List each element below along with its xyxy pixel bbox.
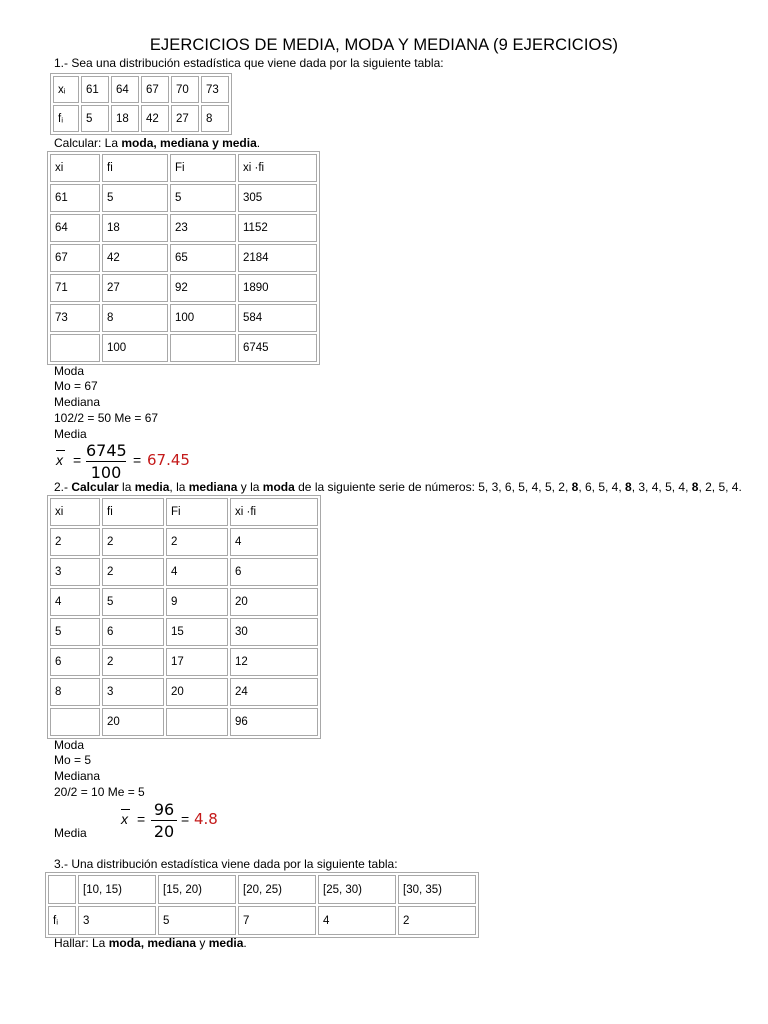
table-cell: 96 — [230, 708, 318, 736]
column-header: [10, 15) — [78, 875, 156, 904]
ex2-media-label: Media — [54, 826, 87, 840]
table-cell: 20 — [102, 708, 164, 736]
table-cell: 64 — [50, 214, 100, 242]
table-cell — [50, 334, 100, 362]
table-cell: 64 — [111, 76, 139, 103]
column-header: fi — [102, 498, 164, 526]
column-header: Fi — [166, 498, 228, 526]
ex2-intro — [54, 480, 742, 495]
ex1-note: Mediana — [54, 395, 101, 409]
text: , la — [169, 480, 189, 494]
table-cell: 71 — [50, 274, 100, 302]
table-cell: 4 — [230, 528, 318, 556]
table-row — [50, 244, 317, 272]
table-cell: 3 — [102, 678, 164, 706]
table-cell: 18 — [111, 105, 139, 132]
numerator: 96 — [153, 800, 175, 819]
ex2-note: 20/2 = 10 Me = 5 — [54, 785, 145, 799]
ex1-note: Mo = 67 — [54, 379, 98, 393]
table-cell: 5 — [158, 906, 236, 935]
ex1-note: Media — [54, 427, 87, 441]
bold-text: 8 — [571, 480, 579, 494]
mean-symbol — [121, 811, 128, 827]
table-cell: 100 — [170, 304, 236, 332]
table-cell: 67 — [50, 244, 100, 272]
table-cell: 4 — [318, 906, 396, 935]
result-value: 4.8 — [194, 810, 218, 828]
table-cell — [170, 334, 236, 362]
ex1-calc — [54, 136, 260, 151]
variable: x — [56, 452, 63, 468]
table-cell: 6 — [230, 558, 318, 586]
table-row — [50, 558, 318, 586]
table-cell: 12 — [230, 648, 318, 676]
table-cell: 7 — [238, 906, 316, 935]
ex2-frequency-table — [47, 495, 321, 739]
column-header: xi — [50, 154, 100, 182]
table-cell: 67 — [141, 76, 169, 103]
bold-text: media — [208, 936, 244, 950]
table-row — [50, 588, 318, 616]
column-header: fi — [102, 154, 168, 182]
table-row — [50, 274, 317, 302]
equals-sign: = — [181, 811, 190, 827]
table-row — [50, 214, 317, 242]
table-cell: 27 — [102, 274, 168, 302]
ex1-note: Moda — [54, 364, 85, 378]
table-cell: 42 — [102, 244, 168, 272]
table-cell: 2 — [166, 528, 228, 556]
page-title: EJERCICIOS DE MEDIA, MODA Y MEDIANA (9 EJERCICIOS) — [149, 36, 619, 54]
text: , 3, 4, 5, 4, — [631, 480, 692, 494]
table-cell: 73 — [201, 76, 229, 103]
table-cell: 9 — [166, 588, 228, 616]
table-cell: 20 — [166, 678, 228, 706]
ex1-note: 102/2 = 50 Me = 67 — [54, 411, 159, 425]
table-cell: 30 — [230, 618, 318, 646]
table-cell: 2 — [50, 528, 100, 556]
bold-text: moda, mediana y media — [121, 136, 257, 150]
equals-sign: = — [73, 452, 82, 468]
text: 2.- — [54, 480, 72, 494]
table-cell: 2 — [102, 648, 164, 676]
table-row — [50, 618, 318, 646]
bold-text: 8 — [625, 480, 632, 494]
text: , 2, 5, 4. — [698, 480, 742, 494]
denominator: 20 — [153, 822, 175, 841]
text: la — [118, 480, 135, 494]
text: , 6, 5, 4, — [578, 480, 626, 494]
table-cell: 2184 — [238, 244, 317, 272]
table-row — [50, 708, 318, 736]
table-cell — [50, 708, 100, 736]
table-cell: 15 — [166, 618, 228, 646]
table-cell: 73 — [50, 304, 100, 332]
mean-symbol — [56, 452, 63, 468]
ex3-interval-table — [45, 872, 479, 938]
bold-text: moda, mediana — [108, 936, 197, 950]
result-value: 67.45 — [147, 451, 190, 469]
table-cell: 584 — [238, 304, 317, 332]
table-cell: 27 — [171, 105, 199, 132]
table-row — [53, 76, 229, 103]
column-header: Fi — [170, 154, 236, 182]
table-row — [50, 498, 318, 526]
table-cell: 5 — [102, 184, 168, 212]
table-row — [50, 678, 318, 706]
table-cell: 1890 — [238, 274, 317, 302]
table-row — [50, 334, 317, 362]
text: . — [256, 136, 261, 150]
row-label: xᵢ — [53, 76, 79, 103]
column-header: [30, 35) — [398, 875, 476, 904]
table-cell: 8 — [201, 105, 229, 132]
equals-sign: = — [133, 452, 142, 468]
table-cell: 61 — [50, 184, 100, 212]
fraction — [86, 441, 126, 482]
bold-text: mediana — [188, 480, 238, 494]
table-cell: 8 — [50, 678, 100, 706]
column-header: xi — [50, 498, 100, 526]
ex3-hallar — [54, 936, 247, 951]
column-header: xi ·fi — [238, 154, 317, 182]
text: de la siguiente serie de números: 5, 3, 6, 5, 4, 5, 2, — [294, 480, 572, 494]
ex1-frequency-table — [47, 151, 320, 365]
table-row — [48, 906, 476, 935]
table-cell: 6 — [102, 618, 164, 646]
ex2-note: Mo = 5 — [54, 753, 92, 767]
table-cell: 65 — [170, 244, 236, 272]
variable: x — [121, 811, 128, 827]
column-header: [15, 20) — [158, 875, 236, 904]
bold-text: media — [134, 480, 170, 494]
numerator: 6745 — [86, 441, 127, 460]
text: Calcular: La — [54, 136, 122, 150]
table-cell: 4 — [166, 558, 228, 586]
table-cell: 2 — [398, 906, 476, 935]
bold-text: 8 — [691, 480, 699, 494]
table-row — [50, 154, 317, 182]
ex3-intro: 3.- Una distribución estadística viene dada por la siguiente tabla: — [54, 857, 398, 871]
table-cell: 42 — [141, 105, 169, 132]
table-row — [50, 528, 318, 556]
column-header: xi ·fi — [230, 498, 318, 526]
table-cell: 18 — [102, 214, 168, 242]
table-row — [53, 105, 229, 132]
table-row — [50, 184, 317, 212]
table-cell: 5 — [170, 184, 236, 212]
table-cell: 8 — [102, 304, 168, 332]
table-cell: 1152 — [238, 214, 317, 242]
table-cell: 70 — [171, 76, 199, 103]
bold-text: Calcular — [71, 480, 119, 494]
table-cell: 6745 — [238, 334, 317, 362]
denominator: 100 — [90, 463, 122, 482]
ex1-input-table — [50, 73, 232, 135]
table-cell: 2 — [102, 528, 164, 556]
table-cell — [48, 875, 76, 904]
table-cell: 20 — [230, 588, 318, 616]
column-header: [25, 30) — [318, 875, 396, 904]
text: y — [196, 936, 209, 950]
ex2-note: Moda — [54, 738, 85, 752]
table-cell: 305 — [238, 184, 317, 212]
table-cell: 3 — [78, 906, 156, 935]
table-cell: 6 — [50, 648, 100, 676]
table-cell: 100 — [102, 334, 168, 362]
ex1-intro: 1.- Sea una distribución estadística que viene dada por la siguiente tabla: — [54, 56, 444, 70]
table-cell: 61 — [81, 76, 109, 103]
table-cell: 2 — [102, 558, 164, 586]
text: . — [243, 936, 247, 950]
table-row — [50, 648, 318, 676]
row-label: fᵢ — [53, 105, 79, 132]
fraction — [151, 800, 177, 841]
text: Hallar: La — [54, 936, 109, 950]
table-cell: 5 — [102, 588, 164, 616]
table-cell — [166, 708, 228, 736]
bold-text: moda — [262, 480, 295, 494]
table-cell: 23 — [170, 214, 236, 242]
table-cell: 3 — [50, 558, 100, 586]
table-cell: 24 — [230, 678, 318, 706]
text: y la — [237, 480, 263, 494]
table-cell: 92 — [170, 274, 236, 302]
row-label: fᵢ — [48, 906, 76, 935]
equals-sign: = — [137, 811, 146, 827]
ex2-note: Mediana — [54, 769, 101, 783]
table-row — [50, 304, 317, 332]
table-cell: 5 — [50, 618, 100, 646]
table-cell: 5 — [81, 105, 109, 132]
column-header: [20, 25) — [238, 875, 316, 904]
table-row — [48, 875, 476, 904]
table-cell: 4 — [50, 588, 100, 616]
table-cell: 17 — [166, 648, 228, 676]
